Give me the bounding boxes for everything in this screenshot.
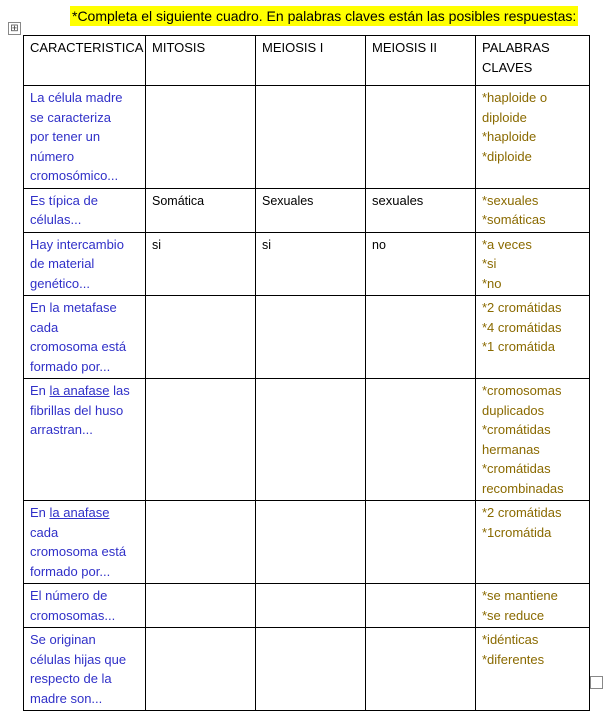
meiosis-1-cell[interactable] (256, 86, 366, 189)
meiosis-1-cell[interactable] (256, 379, 366, 501)
characteristic-text: En la anafase las (30, 383, 130, 398)
keyword-text: *no (482, 275, 502, 291)
table-row (24, 584, 590, 628)
meiosis-2-cell[interactable] (366, 379, 476, 501)
meiosis-2-cell[interactable] (366, 86, 476, 189)
keywords-cell[interactable] (476, 86, 590, 189)
keywords-cell[interactable] (476, 584, 590, 628)
meiosis-2-cell[interactable] (366, 188, 476, 232)
mitosis-cell[interactable] (146, 188, 256, 232)
characteristic-text: cromosoma está (30, 339, 127, 354)
table-header-row (24, 36, 590, 86)
characteristic-text: Es típica de (30, 192, 98, 208)
keyword-text: *diploide (482, 148, 532, 164)
table (23, 35, 590, 711)
spellcheck-underlined-text: la anafase (49, 505, 110, 520)
table-row (24, 188, 590, 232)
header-caracteristica: CARACTERISTICA (24, 36, 146, 86)
keywords-cell[interactable] (476, 232, 590, 296)
mitosis-cell[interactable] (146, 628, 256, 711)
mitosis-cell[interactable] (146, 232, 256, 296)
answer-text: si (152, 237, 162, 252)
answer-text: sexuales (372, 192, 424, 208)
characteristic-text: arrastran... (30, 422, 93, 437)
characteristic-text: cada (30, 524, 59, 540)
keywords-cell[interactable] (476, 296, 590, 379)
keyword-text: *haploide (482, 129, 537, 144)
characteristic-text: cromosomas... (30, 607, 116, 623)
keyword-text: *2 cromátidas (482, 505, 562, 520)
characteristic-text: número (30, 148, 75, 164)
keyword-text: *se reduce (482, 607, 545, 623)
meiosis-1-cell[interactable] (256, 296, 366, 379)
spellcheck-underlined-text: la anafase (49, 383, 110, 398)
meiosis-1-cell[interactable] (256, 584, 366, 628)
mitosis-cell[interactable] (146, 86, 256, 189)
meiosis-1-cell[interactable] (256, 628, 366, 711)
keyword-text: recombinadas (482, 480, 564, 496)
meiosis-2-cell[interactable] (366, 584, 476, 628)
meiosis-2-cell[interactable] (366, 232, 476, 296)
meiosis-1-cell[interactable] (256, 232, 366, 296)
table-move-icon[interactable]: ⊞ (8, 22, 21, 35)
keywords-cell[interactable] (476, 379, 590, 501)
keyword-text: *2 cromátidas (482, 300, 562, 315)
keyword-text: *se mantiene (482, 588, 558, 603)
mitosis-cell[interactable] (146, 501, 256, 584)
table-row (24, 628, 590, 711)
table-row (24, 232, 590, 296)
characteristic-cell[interactable] (24, 86, 146, 189)
keyword-text: *4 cromátidas (482, 319, 562, 335)
keyword-text: *si (482, 256, 497, 271)
characteristic-text: Se originan (30, 632, 96, 647)
meiosis-2-cell[interactable] (366, 501, 476, 584)
characteristic-text: cromosómico... (30, 168, 119, 183)
characteristic-text: de material (30, 256, 95, 271)
characteristic-cell[interactable] (24, 628, 146, 711)
characteristic-text: En la metafase (30, 300, 117, 315)
characteristic-text: respecto de la (30, 671, 112, 686)
keyword-text: *idénticas (482, 632, 539, 647)
keyword-text: *cromosomas (482, 383, 562, 398)
mitosis-cell[interactable] (146, 584, 256, 628)
instruction-text: *Completa el siguiente cuadro. En palabras claves están las posibles respuestas: (72, 8, 577, 24)
table-row (24, 296, 590, 379)
characteristic-text: La célula madre (30, 90, 123, 105)
table-row (24, 379, 590, 501)
keywords-cell[interactable] (476, 501, 590, 584)
answer-text: Sexuales (262, 193, 314, 208)
characteristic-cell[interactable] (24, 232, 146, 296)
characteristic-text: cada (30, 319, 59, 335)
characteristic-cell[interactable] (24, 188, 146, 232)
characteristic-text: fibrillas del huso (30, 402, 124, 418)
table-resize-handle[interactable] (590, 676, 603, 689)
keyword-text: *somáticas (482, 212, 546, 227)
keywords-cell[interactable] (476, 188, 590, 232)
characteristic-cell[interactable] (24, 296, 146, 379)
characteristic-text: cromosoma está (30, 544, 127, 559)
characteristic-text: por tener un (30, 129, 101, 144)
keyword-text: duplicados (482, 402, 545, 418)
header-meiosis-1: MEIOSIS I (256, 36, 366, 86)
answer-text: si (262, 237, 272, 252)
meiosis-1-cell[interactable] (256, 188, 366, 232)
header-mitosis: MITOSIS (146, 36, 256, 86)
keyword-text: *1 cromátida (482, 339, 555, 354)
keyword-text: *cromátidas (482, 422, 551, 437)
characteristic-text: madre son... (30, 690, 103, 706)
characteristic-text: se caracteriza (30, 109, 111, 125)
characteristic-text: formado por... (30, 358, 111, 374)
keyword-text: hermanas (482, 441, 540, 457)
mitosis-cell[interactable] (146, 296, 256, 379)
keywords-cell[interactable] (476, 628, 590, 711)
meiosis-1-cell[interactable] (256, 501, 366, 584)
characteristic-text: genético... (30, 275, 90, 291)
keyword-text: *diferentes (482, 651, 545, 667)
keyword-text: *sexuales (482, 192, 539, 208)
keyword-text: *a veces (482, 236, 532, 252)
meiosis-2-cell[interactable] (366, 628, 476, 711)
header-palabras-claves: PALABRAS CLAVES (476, 36, 590, 86)
answer-text: Somática (152, 193, 205, 208)
mitosis-cell[interactable] (146, 379, 256, 501)
characteristic-cell[interactable] (24, 379, 146, 501)
table-row (24, 86, 590, 189)
characteristic-text: El número de (30, 588, 108, 603)
answer-text: no (372, 237, 386, 252)
keyword-text: *1cromátida (482, 524, 552, 540)
characteristic-text: células... (30, 212, 82, 227)
characteristic-text: células hijas que (30, 651, 127, 667)
meiosis-2-cell[interactable] (366, 296, 476, 379)
characteristic-cell[interactable] (24, 501, 146, 584)
keyword-text: diploide (482, 109, 527, 125)
characteristic-text: formado por... (30, 563, 111, 579)
keyword-text: *cromátidas (482, 461, 551, 476)
characteristic-cell[interactable] (24, 584, 146, 628)
keyword-text: *haploide o (482, 90, 548, 105)
table-row (24, 501, 590, 584)
characteristic-text: En la anafase (30, 505, 110, 520)
characteristic-text: Hay intercambio (30, 236, 124, 252)
header-meiosis-2: MEIOSIS II (366, 36, 476, 86)
